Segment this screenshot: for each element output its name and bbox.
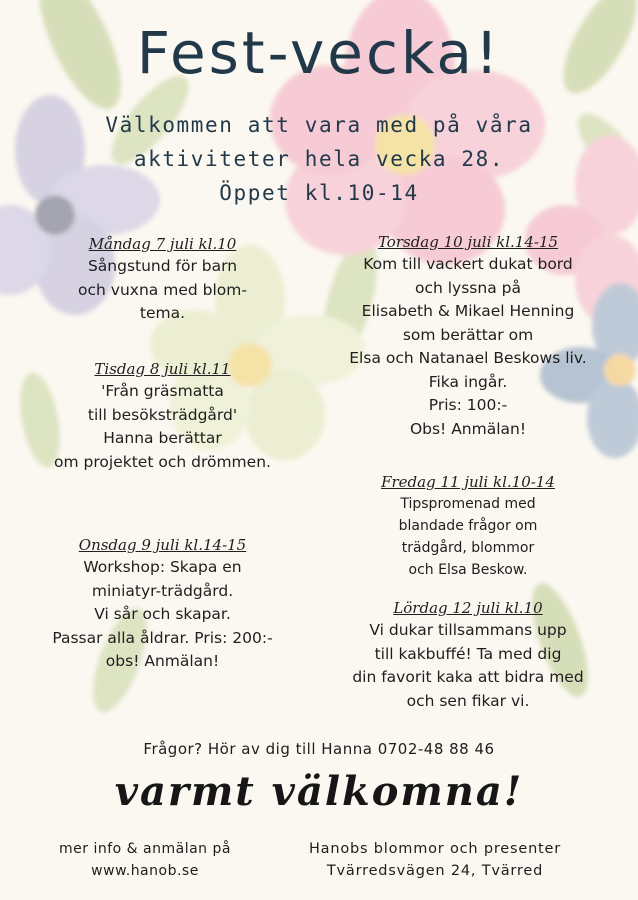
event-line: Sångstund för barn xyxy=(87,257,238,275)
event-date: Fredag 11 juli kl.10-14 xyxy=(381,473,555,491)
event-line: om projektet och drömmen. xyxy=(54,452,271,471)
event-monday xyxy=(20,233,305,326)
welcome-message: varmt välkomna! xyxy=(114,768,524,815)
event-date: Onsdag 9 juli kl.14-15 xyxy=(78,536,247,554)
event-line: 'Från gräsmatta xyxy=(101,382,224,400)
subtitle xyxy=(60,108,578,210)
event-line: till kakbuffé! Ta med dig xyxy=(374,644,562,663)
event-line: som berättar om xyxy=(402,325,534,344)
event-saturday xyxy=(318,597,618,713)
event-line: Passar alla åldrar. Pris: 200:- xyxy=(52,628,273,647)
event-line: till besöksträdgård' xyxy=(87,405,238,424)
event-tuesday xyxy=(20,358,305,474)
event-line: din favorit kaka att bidra med xyxy=(352,668,584,686)
event-line: Kom till vackert dukat bord xyxy=(363,255,573,273)
shop-street: Tvärredsvägen 24, Tvärred xyxy=(326,863,544,879)
info-line: mer info & anmälan på xyxy=(59,841,231,857)
event-date: Tisdag 8 juli kl.11 xyxy=(94,360,231,378)
event-line: tema. xyxy=(139,304,186,322)
event-line: Workshop: Skapa en xyxy=(83,558,242,576)
event-line: och Elsa Beskow. xyxy=(408,562,528,578)
shop-address xyxy=(270,838,600,882)
event-line: och sen fikar vi. xyxy=(406,691,530,710)
event-line: Tipspromenad med xyxy=(400,496,536,512)
website-link[interactable]: www.hanob.se xyxy=(91,863,199,879)
event-date: Lördag 12 juli kl.10 xyxy=(393,599,543,617)
event-line: Fika ingår. xyxy=(428,372,508,391)
contact-question: Frågor? Hör av dig till Hanna 0702-48 88 46 xyxy=(143,740,495,758)
event-line: Vi sår och skapar. xyxy=(94,605,231,623)
event-line: miniatyr-trädgård. xyxy=(91,581,234,600)
event-line: och vuxna med blom- xyxy=(78,280,247,299)
subtitle-line: Öppet kl.10-14 xyxy=(219,181,419,205)
event-date: Måndag 7 juli kl.10 xyxy=(88,235,237,253)
event-line: Elsa och Natanael Beskows liv. xyxy=(349,349,587,367)
event-line: blandade frågor om xyxy=(398,518,538,534)
event-line: Pris: 100:- xyxy=(428,396,508,414)
event-line: och lyssna på xyxy=(415,278,521,297)
event-friday xyxy=(318,471,618,581)
event-line: Vi dukar tillsammans upp xyxy=(369,621,567,639)
event-line: Obs! Anmälan! xyxy=(409,419,527,438)
shop-name: Hanobs blommor och presenter xyxy=(308,841,562,857)
subtitle-line: aktiviteter hela vecka 28. xyxy=(133,147,505,171)
page-title: Fest-vecka! xyxy=(136,19,502,87)
event-date: Torsdag 10 juli kl.14-15 xyxy=(377,233,559,251)
event-line: Elisabeth & Mikael Henning xyxy=(361,302,575,320)
info-signup xyxy=(30,838,260,882)
subtitle-line: Välkommen att vara med på våra xyxy=(105,113,533,137)
event-thursday xyxy=(318,231,618,441)
event-line: Hanna berättar xyxy=(103,429,222,447)
event-line: obs! Anmälan! xyxy=(105,652,220,670)
event-wednesday xyxy=(20,534,305,674)
event-line: trädgård, blommor xyxy=(401,540,535,556)
